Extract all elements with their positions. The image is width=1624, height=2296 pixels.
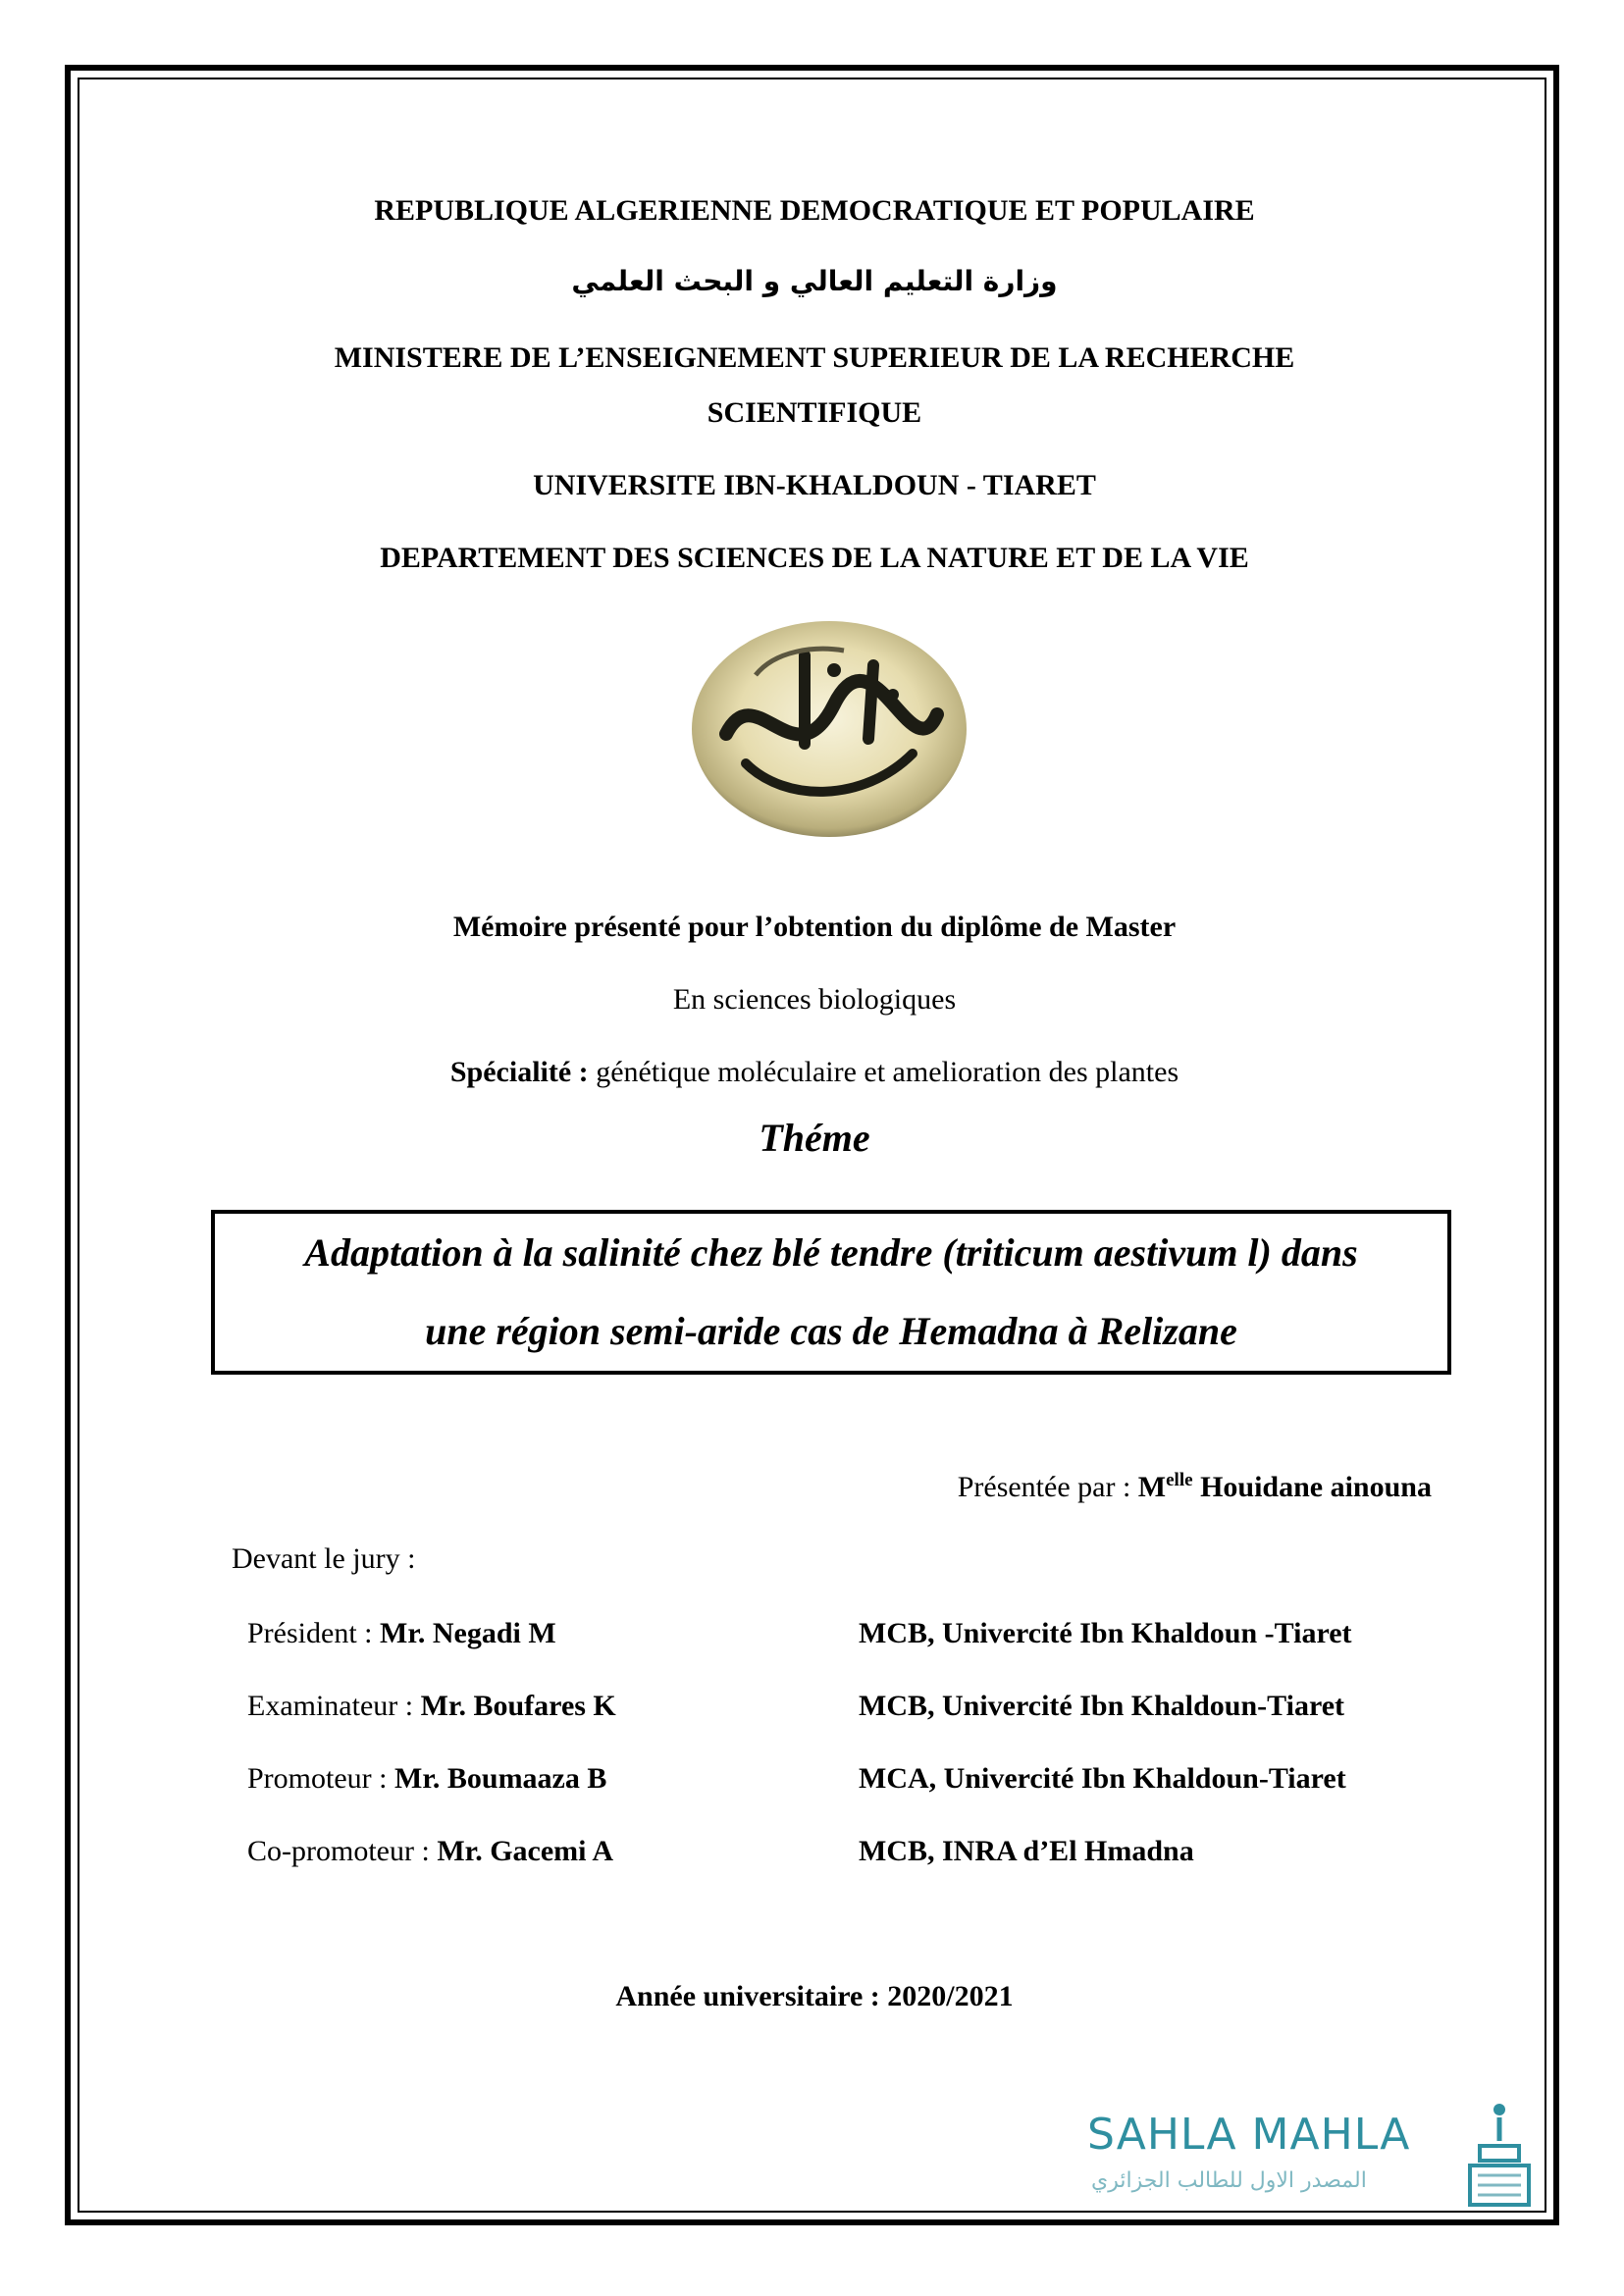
jury-row: [247, 1762, 1474, 1801]
jury-member-name: Mr. Gacemi A: [437, 1835, 613, 1867]
jury-affiliation: MCB, INRA d’El Hmadna: [859, 1835, 1194, 1867]
theme-label: Théme: [759, 1116, 870, 1160]
ministry-line-1: MINISTERE DE L’ENSEIGNEMENT SUPERIEUR DE LA RECHERCHE: [334, 341, 1295, 374]
university-seal-logo: [687, 616, 971, 842]
specialite-value: génétique moléculaire et amelioration des plantes: [588, 1056, 1179, 1088]
academic-year: Année universitaire : 2020/2021: [615, 1980, 1014, 2012]
watermark-brand: SAHLA MAHLA: [1087, 2110, 1411, 2160]
university-name: UNIVERSITE IBN-KHALDOUN - TIARET: [533, 469, 1096, 501]
specialite-line: [177, 1054, 1452, 1091]
presented-by: [958, 1470, 1432, 1504]
jury-role: Président :: [247, 1617, 380, 1649]
jury-row: [247, 1690, 1474, 1729]
memoire-line-2: En sciences biologiques: [672, 983, 957, 1016]
ministry-line-2: SCIENTIFIQUE: [707, 396, 922, 429]
department-name: DEPARTEMENT DES SCIENCES DE LA NATURE ET DE LA VIE: [380, 542, 1249, 574]
watermark-icon: [1460, 2102, 1539, 2215]
jury-affiliation: MCB, Univercité Ibn Khaldoun -Tiaret: [859, 1617, 1352, 1649]
jury-role: Co-promoteur :: [247, 1835, 438, 1867]
thesis-title-box: [211, 1210, 1451, 1375]
jury-member-name: Mr. Boufares K: [420, 1690, 616, 1722]
thesis-title-line-1: Adaptation à la salinité chez blé tendre (triticum aestivum l) dans: [304, 1230, 1358, 1275]
jury-affiliation: MCA, Univercité Ibn Khaldoun-Tiaret: [859, 1762, 1346, 1795]
presented-name: Houidane ainouna: [1192, 1471, 1432, 1503]
jury-row: [247, 1835, 1474, 1874]
presented-honorific: M: [1137, 1471, 1167, 1503]
jury-role: Promoteur :: [247, 1762, 394, 1795]
presented-honorific-sup: elle: [1166, 1470, 1193, 1490]
thesis-title-line-2: une région semi-aride cas de Hemadna à Relizane: [425, 1309, 1237, 1353]
jury-row: [247, 1617, 1474, 1656]
jury-role: Examinateur :: [247, 1690, 421, 1722]
jury-member-name: Mr. Negadi M: [380, 1617, 556, 1649]
sahla-mahla-watermark: [1087, 2110, 1539, 2218]
ministry-arabic: وزارة التعليم العالي و البحث العلمي: [571, 265, 1058, 297]
jury-affiliation: MCB, Univercité Ibn Khaldoun-Tiaret: [859, 1690, 1345, 1722]
republic-heading: REPUBLIQUE ALGERIENNE DEMOCRATIQUE ET POPULAIRE: [374, 194, 1255, 227]
watermark-tagline: المصدر الاول للطالب الجزائري: [1091, 2168, 1367, 2193]
presented-label: Présentée par :: [957, 1471, 1138, 1503]
jury-intro: Devant le jury :: [232, 1542, 416, 1575]
specialite-label: Spécialité :: [449, 1056, 589, 1088]
jury-member-name: Mr. Boumaaza B: [394, 1762, 607, 1795]
memoire-line-1: Mémoire présenté pour l’obtention du diplôme de Master: [452, 911, 1177, 943]
